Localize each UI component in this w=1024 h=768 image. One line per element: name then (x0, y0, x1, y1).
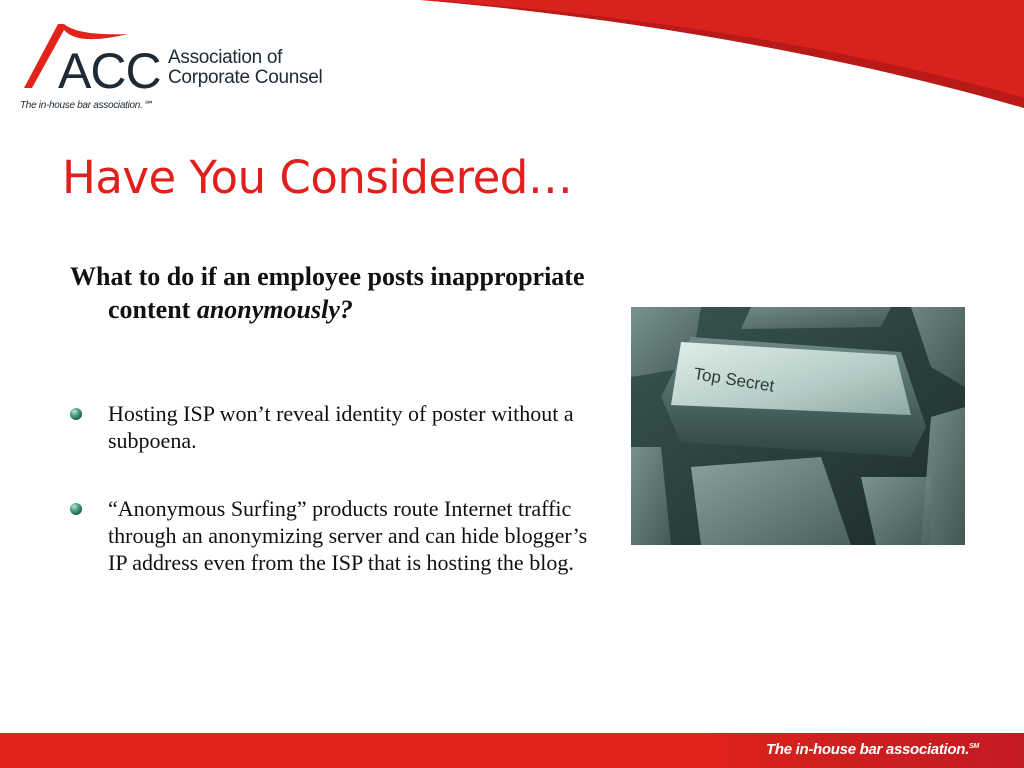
footer-service-mark: SM (969, 743, 979, 750)
top-secret-keyboard-image (631, 307, 965, 545)
bullet-icon (70, 408, 82, 420)
question-emphasis: anonymously? (196, 295, 353, 324)
bullet-text: Hosting ISP won’t reveal identity of poster without a subpoena. (108, 401, 574, 453)
logo-name-line1: Association of (168, 47, 283, 68)
logo-tagline: The in-house bar association.℠ (20, 100, 153, 111)
question-heading (70, 260, 628, 326)
logo-acc-text: ACC (58, 43, 161, 99)
bullet-item (108, 400, 598, 454)
slide-title: Have You Considered… (62, 151, 573, 204)
question-text: What to do if an employee posts inappropriate content (70, 262, 585, 324)
footer-bar (0, 733, 1024, 768)
footer-tagline-text: The in-house bar association. (766, 741, 970, 758)
key-label: Top Secret (692, 364, 776, 396)
footer-tagline (766, 741, 979, 758)
bullet-text: “Anonymous Surfing” products route Internet traffic through an anonymizing server and can hide blogger’s IP address even from the ISP that is hosting the blog. (108, 496, 588, 575)
logo-name-line2: Corporate Counsel (168, 67, 323, 88)
bullet-item (108, 495, 598, 576)
acc-logo (18, 16, 348, 116)
bullet-icon (70, 503, 82, 515)
logo-organization-name (168, 48, 322, 88)
